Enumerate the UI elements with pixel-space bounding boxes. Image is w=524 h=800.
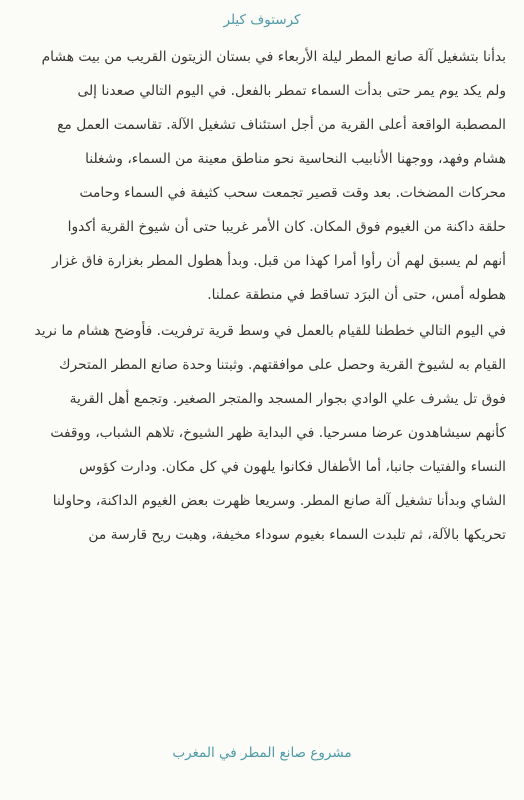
text-line: هطوله أمس، حتى أن البرَد تساقط في منطقة عملنا.	[207, 287, 506, 303]
text-line: في اليوم التالي خططنا للقيام بالعمل في وسط قرية ترفريت. فأوضح هشام ما نريد	[34, 323, 506, 339]
text-line: النساء والفتيات جانبا، أما الأطفال فكانوا يلهون في كل مكان. ودارت كؤوس	[79, 459, 506, 475]
text-line: تحريكها بالآلة، ثم تلبدت السماء بغيوم سوداء مخيفة، وهبت ريح قارسة من	[88, 527, 506, 543]
paragraph-2	[6, 314, 506, 552]
text-line: القيام به لشيوخ القرية وحصل على موافقتهم. وثبتنا وحدة صانع المطر المتحرك	[59, 357, 506, 373]
text-line: المصطبة الواقعة أعلى القرية من أجل استئناف تشغيل الآلة. تقاسمت العمل مع	[57, 117, 506, 133]
text-line: أنهم لم يسبق لهم أن رأوا أمرا كهذا من قبل. وبدأ هطول المطر بغزارة فاق غزار	[52, 253, 506, 269]
text-line: كأنهم سيشاهدون عرضا مسرحيا. في البداية ظهر الشيوخ، تلاهم الشباب، ووقفت	[50, 425, 506, 441]
text-line: حلقة داكنة من الغيوم فوق المكان. كان الأمر غريبا حتى أن شيوخ القرية أكدوا	[67, 219, 506, 235]
text-line: بدأنا بتشغيل آلة صانع المطر ليلة الأربعاء في بستان الزيتون القريب من بيت هشام	[41, 49, 506, 65]
body-text	[6, 40, 506, 552]
text-line: فوق تل يشرف علي الوادي بجوار المسجد والمتجر الصغير. وتجمع أهل القرية	[69, 391, 506, 407]
text-line: محركات المضخات. بعد وقت قصير تجمعت سحب كثيفة في السماء وحامت	[79, 185, 506, 201]
text-line: هشام وفهد، ووجهنا الأنابيب النحاسية نحو مناطق معينة من السماء، وشغلنا	[85, 151, 506, 167]
running-footer-title: مشروع صانع المطر في المغرب	[172, 745, 352, 761]
text-line: الشاي وبدأنا تشغيل آلة صانع المطر. وسريعا ظهرت بعض الغيوم الداكنة، وحاولنا	[52, 493, 506, 509]
running-header-author: كرستوف كيلر	[223, 12, 301, 28]
paragraph-1	[6, 40, 506, 312]
text-line: ولم يكد يوم يمر حتى بدأت السماء تمطر بالفعل. في اليوم التالي صعدنا إلى	[77, 83, 506, 99]
